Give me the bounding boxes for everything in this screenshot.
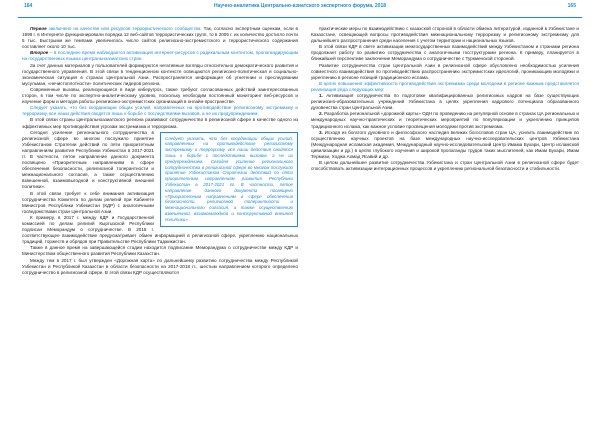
paragraph: В этой связи требует к себе внимания активизация сотрудничества Комитета по делам религий при Кабинете Министров Республики Узбекистан (КДР) с аналогичными госведомствами стран Центральной Азии.: [22, 190, 154, 214]
highlight-text: заключено на качестве или ресурсов террористического сообщества.: [46, 26, 202, 31]
header-divider: [18, 17, 582, 18]
page-number-right: 165: [567, 3, 576, 9]
item-text: Исходя из богатого духовного и философского наследия великих богословов стран ЦА, усилить взаимодействие по осуществлению научных проектов на базе международных научно-исследовательских центров Узбекистана (Международная исламская академия, Международный научно-исследовательский Центр Имама Бухари, Центр исламской цивилизации и др.) в целях глубокого изучения и широкой пропаганды трудов таких мыслителей, как Имам Бухари, Имам Термизи, Ходжа Ахмад Ясавий и др.: [311, 129, 579, 159]
paragraph: Между тем в 2017 г. был утвержден «Дорожная карта» по дальнейшему развитию сотрудничества между Республикой Узбекистан и Республикой Казахстан в области безопасности на 2017-2018 гг., шестым направлением которого определено сотрудничество в религиозной сфере. В этой связи КДР осуществляются: [22, 257, 298, 275]
pull-quote-box: Следует указать, что без координации общих усилий, направленных на противодействие религиозному экстремизму и терроризму, все наши действия сводятся лишь к борьбе с последствиями вызовов, а не их предупреждением. Сегодня усиление регионального сотрудничества в религиозной сфере во многом послужило принятие Узбекистаном Стратегии действий по пяти приоритетным направлениям развития Республики Узбекистан в 2017-2021 гг. В частности, пятое направление данного документа посвящено «Приоритетным направлениям в сфере обеспечения безопасности, религиозной толерантности и межнационального согласия, а также осуществлению взвешенной, взаимовыгодной и конструктивной внешней политики».: [160, 132, 298, 227]
paragraph-text: Так, согласно экспертным оценкам, если в 1998 г. в Интернете функционировали порядка 12 веб-сайтов террористических групп, то в 2005 г. их количество достигло почти 5 тыс. Быстрыми же темпами увеличилось число сайтов религиозно-экстремистского и террористического содержания составляет около 10 тыс.: [22, 26, 298, 50]
paragraph: Сегодня усиление регионального сотрудничества в религиозной сфере во многом послужило принятие Узбекистаном Стратегии действий по пяти приоритетным направлениям развития Республики Узбекистан в 2017-2021 гг. В частности, пятое направление данного документа посвящено «Приоритетным направлениям в сфере обеспечения безопасности, религиозной толерантности и межнационального согласия, а также осуществлению взвешенной, взаимовыгодной и конструктивной внешней политики».: [22, 129, 154, 190]
journal-title: Научно-аналитика Центрально-азиатского экспертного форума, 2018: [213, 3, 387, 9]
page-header: [0, 0, 600, 19]
paragraph: практические меры по взаимодействию с казахской стороной в области обмена литературой, изданной в Узбекистане и Казахстане, освещающей вопросы противодействия межнациональному терроризму и религиозному экстремизму для дальнейшего распространения среди населения с учетом территории и национальных языков.: [311, 26, 579, 44]
paragraph: Современные вызовы, реализующиеся в виде киберугроз, также требуют согласованных действий заинтересованных сторон, в том числе по экспертно-аналитическому уровню, поскольку необходим постоянный мониторинг веб-ресурсов и изучение форм и методов работы религиозно-экстремистских организаций в онлайн-пространстве.: [22, 86, 298, 105]
paragraph: Развитие сотрудничества стран Центральной Азии в религиозной сфере обусловлено необходимостью усиления совместного взаимодействия по противодействию распространению экстремистских идеологий, проникающим молодежи и укреплению в регионе позиций традиционного ислама.: [311, 62, 579, 80]
paragraph: К примеру, в 2017 г. между КДР и Государственной комиссией по делам религий Кыргызской Республики подписан Меморандум о сотрудничестве. В 2018 г. соответствующее взаимодействие предусматривает обмен информацией в религиозной сфере, укреплению национальных традиций, торжеств и обрядов при Правительстве Республики Таджикистан.: [22, 214, 298, 245]
item-number: 2.: [319, 111, 323, 117]
paragraph: В целом дальнейшее развитие сотрудничества Узбекистана и стран Центральной Азии в религиозной сфере будет способствовать активизации интеграционных процессов и укреплению региональной безопасности и стабильности.: [311, 160, 579, 172]
highlight-paragraph: В целях повышения эффективности противодействия экстремизма среди молодежи в регионе важным представляется реализация ряда следующих мер:: [311, 80, 579, 92]
paragraph-text: с радикальным контентом, пропагандирующим на государственных языках центральноазиатских стран.: [22, 50, 299, 62]
numbered-item: [311, 130, 579, 160]
page-number-left: 164: [24, 3, 33, 9]
left-column: [22, 26, 298, 276]
paragraph: Также в данное время на завершающейся стадии находится подписание Меморандума о сотрудничестве между КДР и Министерством общественного развития Республики Казахстан.: [22, 245, 298, 257]
paragraph: В этой связи КДР в свете активизации межгосударственных взаимодействий между Узбекистаном и странами региона продолжает работу по развитию сотрудничества с аналогичными госструктурами региона. К примеру, планируется в ближайшей перспективе заключение Меморандума о сотрудничестве с Туркменской стороной.: [311, 44, 579, 62]
highlight-paragraph: Следует указать, что без координации общих усилий, направленных на противодействие религиозному экстремизму и терроризму, все наши действия сводятся лишь к борьбе с последствиями вызовов, а не их предупреждением.: [22, 105, 298, 117]
right-column: [311, 26, 579, 172]
item-number: 3.: [319, 129, 323, 135]
numbered-item: [311, 111, 579, 129]
highlight-text: – в последнее время наблюдается активизация интернет-ресурсов: [48, 50, 195, 56]
paragraph: [22, 26, 298, 50]
item-number: 1.: [319, 93, 323, 99]
item-text: Активизация сотрудничества по подготовке квалифицированных религиозных кадров на базе существующих религиозно-образовательных учреждений Узбекистана в целях укрепления кадрового потенциала образованного духовенства стран Центральной Азии.: [311, 93, 579, 111]
lead-word: Первое: [30, 26, 47, 31]
paragraph: В этой связи страны Центральноазиатского региона развивают сотрудничество в религиозной сфере в качестве одного из эффективных мер противодействия угрозам экстремизма и терроризма.: [22, 117, 298, 129]
numbered-item: [311, 93, 579, 111]
paragraph: [22, 50, 298, 62]
paragraph: За счет данных материалов у пользователей формируются негативные взгляды относительно демократического развития и государственного управления. В этой связи в тенденционном контексте освещаются религиозно-политическая и социально-экономическая ситуация в странах Центральной Азии. Распространяется информация об угнетении и преследовании мусульман, «нечистоплотности» политических лидеров региона.: [22, 62, 298, 86]
lead-word: Второе: [30, 50, 49, 56]
item-text: Разработка региональной «дорожной карты» ОДН по проведению на регулярной основе в странах ЦА региональных и международных научно-практических и теоретических мероприятий по популяризации и укреплению принципов традиционного ислама, как важное условие просвещения молодежи против экстремизма.: [311, 111, 579, 129]
